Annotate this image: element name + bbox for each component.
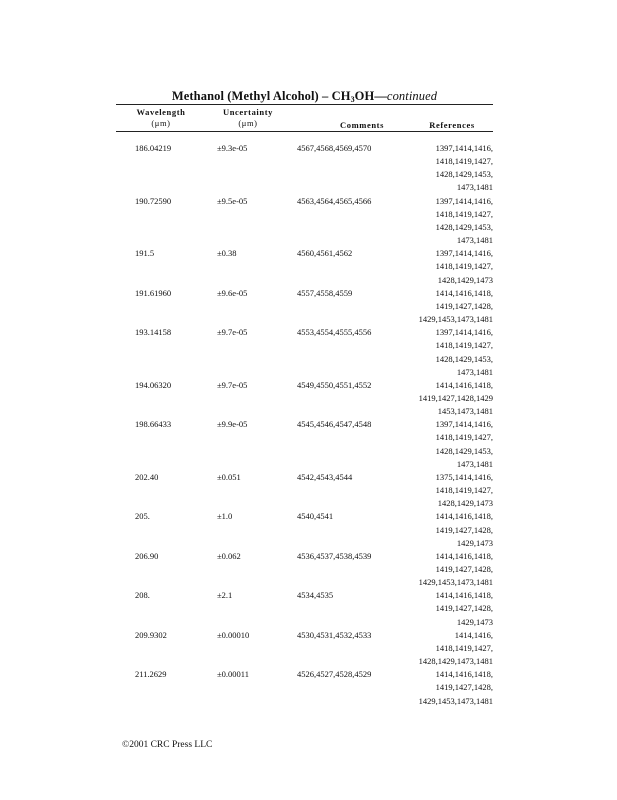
references-line: 1473,1481 [456, 235, 493, 246]
comments-cell: 4549,4550,4551,4552 [297, 379, 372, 390]
table-top-rule [116, 104, 493, 105]
references-cell [400, 142, 493, 195]
comments-cell: 4560,4561,4562 [297, 248, 353, 259]
references-line: 1418,1419,1427, [435, 642, 493, 653]
comments-cell: 4553,4554,4555,4556 [297, 327, 372, 338]
wavelength-cell: 209.9302 [135, 629, 167, 640]
references-cell [400, 629, 493, 668]
references-line: 1473,1481 [456, 458, 493, 469]
wavelength-cell: 202.40 [135, 471, 159, 482]
wavelength-cell: 191.5 [135, 248, 155, 259]
title-subscript: 3 [350, 95, 355, 104]
uncertainty-cell: ±9.7e-05 [217, 379, 248, 390]
table-row [0, 142, 617, 195]
references-line: 1418,1419,1427, [435, 261, 493, 272]
references-line: 1414,1416,1418, [435, 669, 493, 680]
references-line: 1419,1427,1428, [435, 300, 493, 311]
table-row [0, 550, 617, 589]
references-line: 1414,1416, [454, 629, 493, 640]
references-line: 1414,1416,1418, [435, 550, 493, 561]
uncertainty-cell: ±0.062 [217, 550, 241, 561]
references-line: 1419,1427,1428, [435, 524, 493, 535]
comments-cell: 4534,4535 [297, 590, 334, 601]
header-wavelength [122, 107, 200, 129]
references-line: 1473,1481 [456, 366, 493, 377]
references-line: 1419,1427,1428, [435, 682, 493, 693]
references-cell [400, 287, 493, 326]
references-cell [400, 471, 493, 510]
uncertainty-cell: ±0.00011 [217, 669, 249, 680]
references-cell [400, 510, 493, 549]
wavelength-cell: 198.66433 [135, 419, 172, 430]
header-rule [116, 131, 493, 132]
references-line: 1419,1427,1428,1429 [418, 392, 493, 403]
comments-cell: 4557,4558,4559 [297, 287, 353, 298]
references-line: 1429,1473 [456, 537, 493, 548]
table-row [0, 326, 617, 379]
references-cell [400, 379, 493, 418]
wavelength-cell: 194.06320 [135, 379, 172, 390]
references-cell [400, 418, 493, 471]
uncertainty-cell: ±2.1 [217, 590, 233, 601]
references-line: 1414,1416,1418, [435, 511, 493, 522]
table-row [0, 629, 617, 668]
wavelength-cell: 193.14158 [135, 327, 172, 338]
references-line: 1453,1473,1481 [437, 406, 493, 417]
references-line: 1429,1453,1473,1481 [418, 695, 493, 706]
references-line: 1429,1453,1473,1481 [418, 577, 493, 588]
references-line: 1397,1414,1416, [435, 195, 493, 206]
references-line: 1418,1419,1427, [435, 432, 493, 443]
uncertainty-cell: ±9.5e-05 [217, 195, 248, 206]
references-cell [400, 589, 493, 628]
references-line: 1429,1453,1473,1481 [418, 314, 493, 325]
uncertainty-cell: ±1.0 [217, 511, 233, 522]
comments-cell: 4545,4546,4547,4548 [297, 419, 372, 430]
uncertainty-cell: ±9.6e-05 [217, 287, 248, 298]
table-row [0, 418, 617, 471]
references-line: 1473,1481 [456, 182, 493, 193]
references-line: 1397,1414,1416, [435, 327, 493, 338]
comments-cell: 4540,4541 [297, 511, 334, 522]
uncertainty-cell: ±9.3e-05 [217, 143, 248, 153]
page-title [116, 89, 493, 104]
header-uncertainty [211, 107, 285, 129]
uncertainty-cell: ±9.7e-05 [217, 327, 248, 338]
references-line: 1375,1414,1416, [435, 471, 493, 482]
wavelength-cell: 208. [135, 590, 150, 601]
references-line: 1397,1414,1416, [435, 419, 493, 430]
table-row [0, 668, 617, 707]
copyright-footer: ©2001 CRC Press LLC [122, 740, 213, 750]
table-row [0, 510, 617, 549]
table-row [0, 589, 617, 628]
references-line: 1414,1416,1418, [435, 590, 493, 601]
title-suffix: OH— [354, 89, 387, 103]
references-line: 1397,1414,1416, [435, 143, 493, 153]
wavelength-cell: 186.04219 [135, 143, 172, 153]
references-line: 1428,1429,1473,1481 [418, 656, 493, 667]
uncertainty-cell: ±0.051 [217, 471, 241, 482]
references-line: 1428,1429,1453, [435, 353, 493, 364]
comments-cell: 4563,4564,4565,4566 [297, 195, 372, 206]
references-cell [400, 326, 493, 379]
uncertainty-cell: ±0.38 [217, 248, 237, 259]
references-line: 1414,1416,1418, [435, 287, 493, 298]
wavelength-cell: 190.72590 [135, 195, 172, 206]
references-line: 1428,1429,1453, [435, 445, 493, 456]
references-line: 1419,1427,1428, [435, 564, 493, 574]
uncertainty-cell: ±0.00010 [217, 629, 250, 640]
table-row [0, 247, 617, 286]
comments-cell: 4542,4543,4544 [297, 471, 353, 482]
title-prefix: Methanol (Methyl Alcohol) – CH [171, 89, 351, 103]
references-line: 1414,1416,1418, [435, 379, 493, 390]
header-uncertainty-label: Uncertainty [222, 107, 274, 117]
table-row [0, 195, 617, 248]
references-line: 1429,1473 [456, 616, 493, 627]
references-line: 1419,1427,1428, [435, 603, 493, 614]
wavelength-cell: 205. [135, 511, 150, 522]
references-cell [400, 195, 493, 248]
references-line: 1397,1414,1416, [435, 248, 493, 259]
table-row [0, 471, 617, 510]
header-wavelength-label: Wavelength [136, 107, 186, 117]
references-line: 1418,1419,1427, [435, 340, 493, 351]
table-row [0, 287, 617, 326]
comments-cell: 4526,4527,4528,4529 [297, 669, 372, 680]
references-line: 1418,1419,1427, [435, 485, 493, 496]
header-uncertainty-unit: (μm) [238, 118, 258, 128]
comments-cell: 4530,4531,4532,4533 [297, 629, 372, 640]
references-line: 1428,1429,1453, [435, 221, 493, 232]
title-continued: continued [386, 89, 438, 103]
references-line: 1418,1419,1427, [435, 156, 493, 167]
comments-cell: 4567,4568,4569,4570 [297, 143, 372, 153]
data-table-body [0, 142, 617, 708]
references-line: 1428,1429,1473 [437, 498, 493, 509]
comments-cell: 4536,4537,4538,4539 [297, 550, 372, 561]
wavelength-cell: 206.90 [135, 550, 159, 561]
header-comments: Comments [340, 120, 384, 130]
table-row [0, 379, 617, 418]
wavelength-cell: 191.61960 [135, 287, 172, 298]
references-cell [400, 550, 493, 589]
references-line: 1428,1429,1453, [435, 169, 493, 180]
references-line: 1428,1429,1473 [437, 274, 493, 285]
header-references: References [429, 120, 475, 130]
uncertainty-cell: ±9.9e-05 [217, 419, 248, 430]
wavelength-cell: 211.2629 [135, 669, 167, 680]
references-cell [400, 247, 493, 286]
references-line: 1418,1419,1427, [435, 208, 493, 219]
header-wavelength-unit: (μm) [151, 118, 171, 128]
references-cell [400, 668, 493, 707]
